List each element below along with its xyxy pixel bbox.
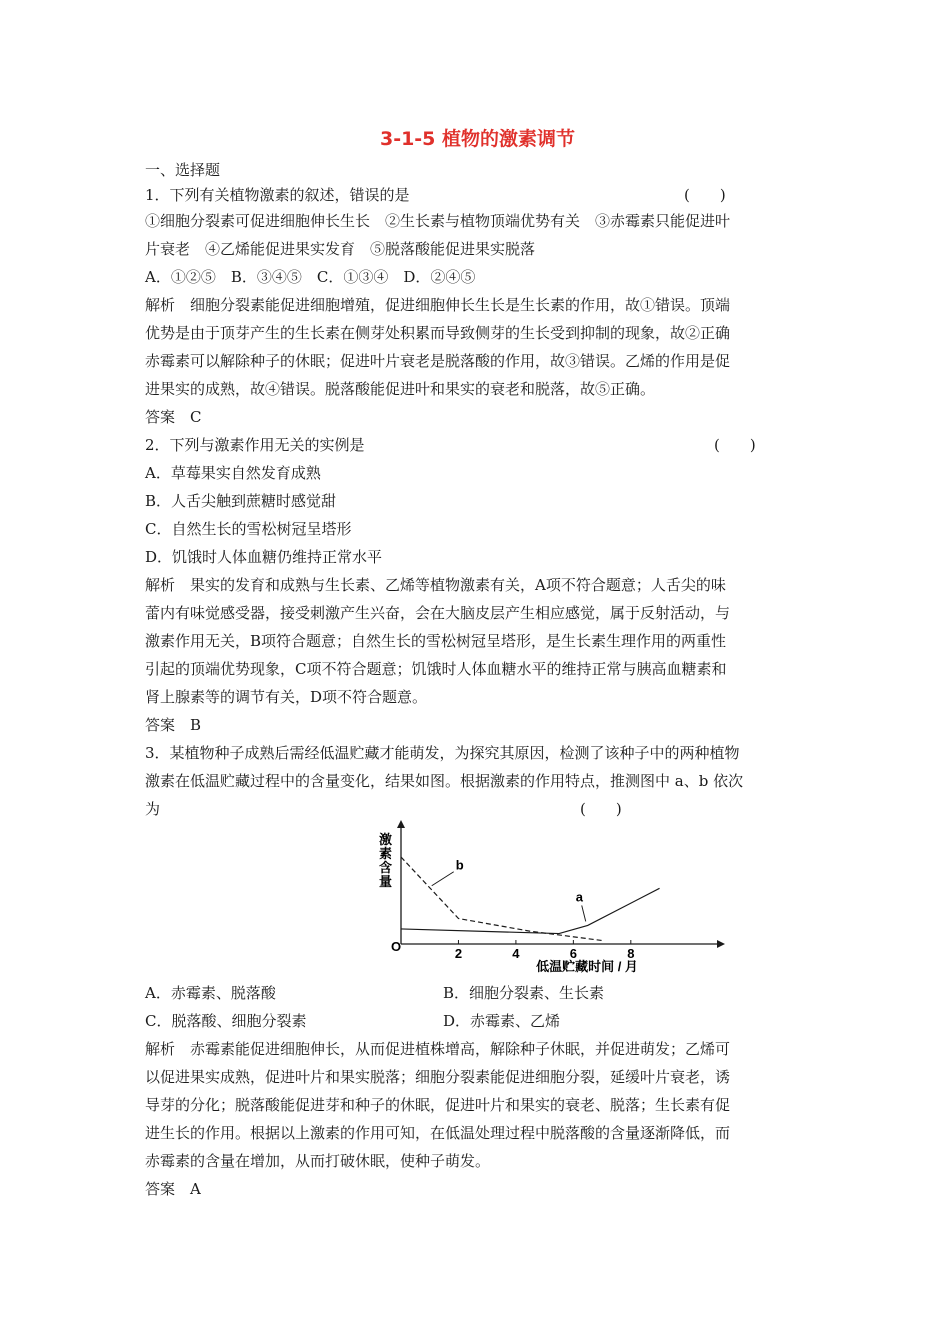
q3-answer: 答案 A xyxy=(145,1180,201,1198)
x-axis-arrow xyxy=(717,940,725,948)
y-axis-arrow xyxy=(397,820,405,828)
q3-stem-line: 为 xyxy=(145,800,161,818)
q3-analysis-line: 以促进果实成熟，促进叶片和果实脱落；细胞分裂素能促进细胞分裂，延缓叶片衰老，诱 xyxy=(145,1068,731,1086)
q1-analysis-line: 优势是由于顶芽产生的生长素在侧芽处积累而导致侧芽的生长受到抑制的现象，故②正确 xyxy=(145,324,731,342)
q1-answer: 答案 C xyxy=(145,408,202,426)
q3-option-d: D．赤霉素、乙烯 xyxy=(443,1012,561,1030)
q3-analysis-line: 进生长的作用。根据以上激素的作用可知，在低温处理过程中脱落酸的含量逐渐降低，而 xyxy=(145,1124,731,1142)
q2-analysis-line: 激素作用无关，B项符合题意；自然生长的雪松树冠呈塔形，是生长素生理作用的两重性 xyxy=(145,632,727,650)
q1-statement-line-1: ①细胞分裂素可促进细胞伸长生长 ②生长素与植物顶端优势有关 ③赤霉素只能促进叶 xyxy=(145,212,731,230)
series-line-b xyxy=(401,857,602,941)
y-axis-label-char: 含 xyxy=(379,860,393,875)
q2-stem: 2．下列与激素作用无关的实例是 xyxy=(145,436,365,454)
x-tick-label: 8 xyxy=(627,946,635,961)
x-tick-label: 6 xyxy=(569,946,577,961)
q2-analysis-line: 蕾内有味觉感受器，接受刺激产生兴奋，会在大脑皮层产生相应感觉，属于反射活动，与 xyxy=(145,604,731,622)
x-axis-label: 低温贮藏时间 / 月 xyxy=(536,959,638,974)
q1-answer-blank: ( ) xyxy=(684,186,726,204)
q1-options: A．①②⑤ B．③④⑤ C．①③④ D．②④⑤ xyxy=(145,268,476,286)
y-axis-label-char: 激 xyxy=(379,832,393,847)
series-line-a xyxy=(401,888,660,933)
y-axis-label-char: 素 xyxy=(379,846,393,861)
series-label-leader-a xyxy=(582,905,586,921)
q3-option-b: B．细胞分裂素、生长素 xyxy=(443,984,605,1002)
hormone-content-chart xyxy=(375,820,735,980)
q3-answer-blank: ( ) xyxy=(580,800,622,818)
x-ticks xyxy=(455,940,635,961)
q1-stem: 1．下列有关植物激素的叙述，错误的是 xyxy=(145,186,410,204)
q3-stem-line: 3．某植物种子成熟后需经低温贮藏才能萌发，为探究其原因，检测了该种子中的两种植物 xyxy=(145,744,740,762)
q3-option-c: C．脱落酸、细胞分裂素 xyxy=(145,1012,307,1030)
q2-option-c: C．自然生长的雪松树冠呈塔形 xyxy=(145,520,352,538)
q3-analysis-line: 导芽的分化；脱落酸能促进芽和种子的休眠，促进叶片和果实的衰老、脱落；生长素有促 xyxy=(145,1096,731,1114)
q1-analysis-line: 解析 细胞分裂素能促进细胞增殖，促进细胞伸长生长是生长素的作用，故①错误。顶端 xyxy=(145,296,731,314)
x-tick-label: 2 xyxy=(454,946,463,961)
q3-analysis-line: 赤霉素的含量在增加，从而打破休眠，使种子萌发。 xyxy=(145,1152,491,1170)
q2-analysis-line: 肾上腺素等的调节有关，D项不符合题意。 xyxy=(145,688,428,706)
series-label-leader-b xyxy=(432,872,454,886)
q2-answer: 答案 B xyxy=(145,716,202,734)
q2-analysis-line: 解析 果实的发育和成熟与生长素、乙烯等植物激素有关，A项不符合题意；人舌尖的味 xyxy=(145,576,726,594)
page-title: 3-1-5 植物的激素调节 xyxy=(379,128,576,150)
q1-statement-line-2: 片衰老 ④乙烯能促进果实发育 ⑤脱落酸能促进果实脱落 xyxy=(145,240,536,258)
origin-label: O xyxy=(391,939,402,954)
q2-option-a: A．草莓果实自然发育成熟 xyxy=(145,464,321,482)
series-label-a: a xyxy=(575,889,583,905)
series-label-b: b xyxy=(455,857,464,873)
x-tick-label: 4 xyxy=(512,946,520,961)
q2-option-d: D．饥饿时人体血糖仍维持正常水平 xyxy=(145,548,383,566)
q3-option-a: A．赤霉素、脱落酸 xyxy=(145,984,276,1002)
y-axis-label-char: 量 xyxy=(379,874,393,889)
q3-analysis-line: 解析 赤霉素能促进细胞伸长，从而促进植株增高，解除种子休眠，并促进萌发；乙烯可 xyxy=(145,1040,731,1058)
y-axis-label xyxy=(379,832,392,889)
q2-option-b: B．人舌尖触到蔗糖时感觉甜 xyxy=(145,492,337,510)
q2-answer-blank: ( ) xyxy=(714,436,756,454)
q1-analysis-line: 进果实的成熟，故④错误。脱落酸能促进叶和果实的衰老和脱落，故⑤正确。 xyxy=(145,380,656,398)
q1-analysis-line: 赤霉素可以解除种子的休眠；促进叶片衰老是脱落酸的作用，故③错误。乙烯的作用是促 xyxy=(145,352,731,370)
chart-series xyxy=(401,857,660,941)
q2-analysis-line: 引起的顶端优势现象，C项不符合题意；饥饿时人体血糖水平的维持正常与胰高血糖素和 xyxy=(145,660,727,678)
section-heading: 一、选择题 xyxy=(145,161,221,179)
q3-stem-line: 激素在低温贮藏过程中的含量变化，结果如图。根据激素的作用特点，推测图中 a、b 依次 xyxy=(145,772,744,790)
